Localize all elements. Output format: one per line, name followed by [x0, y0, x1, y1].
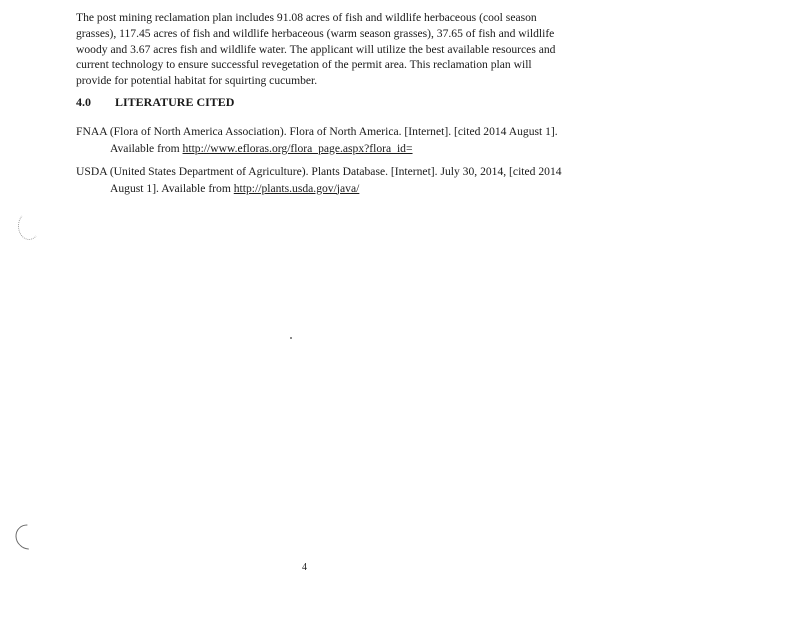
section-title: LITERATURE CITED — [115, 95, 235, 109]
reference-link-efloras[interactable]: http://www.efloras.org/flora_page.aspx?flora_id= — [182, 141, 413, 155]
section-heading — [76, 95, 234, 110]
reference-text: FNAA (Flora of North America Association). Flora of North America. [Internet]. [cited 2014 August 1]. Available from — [76, 125, 558, 155]
section-number: 4.0 — [76, 95, 91, 109]
page-number: 4 — [302, 562, 307, 573]
reference-text: USDA (United States Department of Agriculture). Plants Database. [Internet]. July 30, 2014, [cited 2014 August 1]. Available from — [76, 165, 562, 195]
scan-speck — [290, 337, 292, 339]
scan-mark — [10, 519, 45, 554]
body-paragraph: The post mining reclamation plan includes 91.08 acres of fish and wildlife herbaceous (cool season grasses), 117.45 acres of fish and wildlife herbaceous (warm season grasses), 37.65 of fish and wildlife woody and 3.67 acres fish and wildlife water. The applicant will utilize the best available resources and current technology to ensure successful revegetation of the permit area. This reclamation plan will provide for potential habitat for squirting cucumber. — [76, 11, 556, 88]
reference-usda — [76, 164, 580, 197]
reference-link-usda-plants[interactable]: http://plants.usda.gov/java/ — [233, 181, 360, 195]
scan-mark — [18, 212, 40, 240]
reference-fnaa — [76, 124, 580, 157]
